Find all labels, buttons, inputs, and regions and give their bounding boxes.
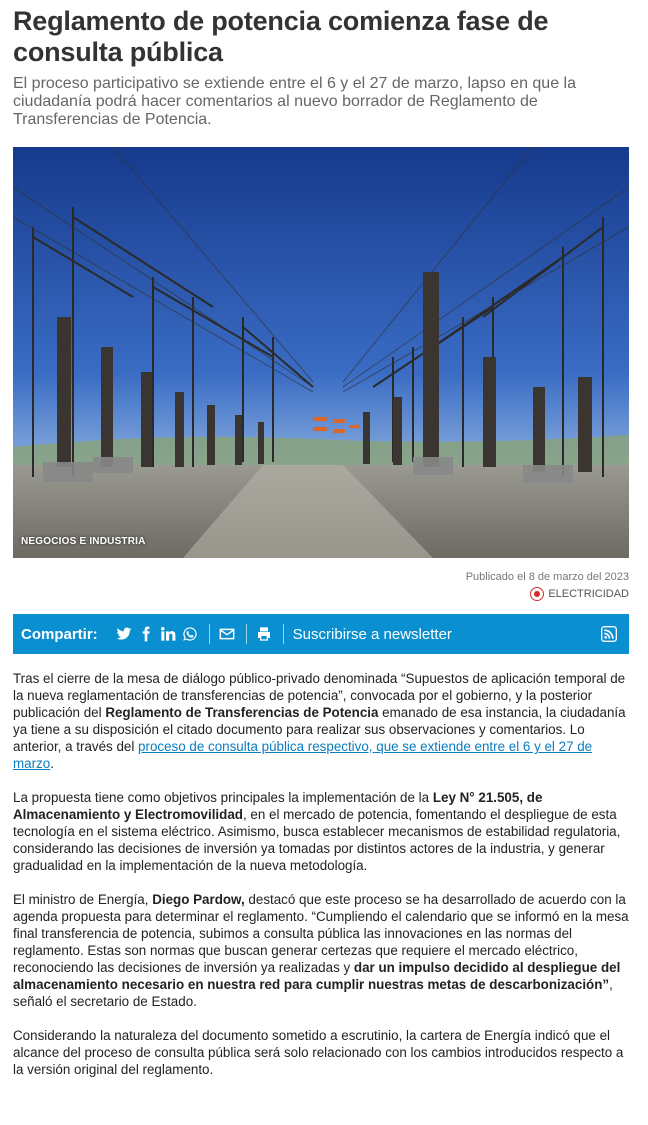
paragraph-1 <box>13 670 631 772</box>
publish-date: Publicado el 8 de marzo del 2023 <box>465 571 629 583</box>
paragraph-2 <box>13 789 631 874</box>
bold-text: dar un impulso decidido al despliegue del almacenamiento necesario en nuestra red para cumplir nuestras metas de descarbonización” <box>13 960 621 992</box>
text: El ministro de Energía, <box>13 892 153 907</box>
consulta-publica-link[interactable]: proceso de consulta pública respectivo, que se extiende entre el 6 y el 27 de marzo <box>13 739 593 771</box>
subscribe-newsletter-link[interactable]: Suscribirse a newsletter <box>292 625 452 643</box>
category-label: ELECTRICIDAD <box>548 588 629 600</box>
twitter-icon[interactable] <box>114 624 134 644</box>
category-link[interactable] <box>530 587 629 601</box>
image-category-tag[interactable]: NEGOCIOS E INDUSTRIA <box>21 536 146 547</box>
text: Considerando la naturaleza del documento sometido a escrutinio, la cartera de Energía indicó que el alcance del proceso de consulta pública será solo relacionado con los cambios introducidos respecto a la versión original del reglamento. <box>13 1028 624 1077</box>
share-label: Compartir: <box>21 625 98 643</box>
facebook-icon[interactable] <box>136 624 156 644</box>
share-divider <box>283 624 284 644</box>
email-icon[interactable] <box>217 624 237 644</box>
text: emanado de esa instancia, la ciudadanía ya tiene a su disposición el citado documento para realizar sus observaciones y comentarios. Lo anterior, a través del <box>13 705 626 754</box>
paragraph-4 <box>13 1027 631 1078</box>
text: La propuesta tiene como objetivos principales la implementación de la <box>13 790 433 805</box>
hero-image <box>13 147 629 558</box>
print-icon[interactable] <box>254 624 274 644</box>
share-bar <box>13 614 629 654</box>
article-title: Reglamento de potencia comienza fase de consulta pública <box>13 6 549 67</box>
share-divider <box>209 624 210 644</box>
article-subtitle: El proceso participativo se extiende entre el 6 y el 27 de marzo, lapso en que la ciudadanía podrá hacer comentarios al nuevo borrador de Reglamento de Transferencias de Potencia. <box>13 75 576 128</box>
linkedin-icon[interactable] <box>158 624 178 644</box>
text: Tras el cierre de la mesa de diálogo público-privado denominada “Supuestos de aplicación temporal de la nueva reglamentación de transferencias de potencia”, convocada por el gobierno, y la posterior publicación del <box>13 671 626 720</box>
text: , en el mercado de potencia, fomentando el despliegue de esta tecnología en el sistema eléctrico. Asimismo, busca establecer mecanismos de estabilidad regulatoria, considerando las decisiones de inversión ya tomadas por distintos actores de la industria, y generar gradualidad en la implementación de la nueva metodología. <box>13 807 621 873</box>
rss-icon[interactable] <box>599 624 619 644</box>
bold-text: Diego Pardow, <box>152 892 245 907</box>
share-divider <box>246 624 247 644</box>
text: destacó que este proceso se ha desarrollado de acuerdo con la agenda propuesta para determinar el reglamento. “Cumpliendo el calendario que se informó en la mesa final transferencia de potencia, subimos a consulta pública las innovaciones en las normas del reglamento. Estas son normas que buscan generar certezas que requiere el mercado eléctrico, reconociendo las decisiones de inversión ya realizadas y <box>13 892 629 975</box>
whatsapp-icon[interactable] <box>180 624 200 644</box>
bold-text: Ley N° 21.505, de Almacenamiento y Electromovilidad <box>13 790 543 822</box>
paragraph-3 <box>13 891 631 1010</box>
text: , señaló el secretario de Estado. <box>13 977 613 1009</box>
target-dot-icon <box>530 587 544 601</box>
article-body <box>13 670 631 1095</box>
text: . <box>50 756 54 771</box>
bold-text: Reglamento de Transferencias de Potencia <box>105 705 379 720</box>
substation-photo <box>13 147 629 558</box>
